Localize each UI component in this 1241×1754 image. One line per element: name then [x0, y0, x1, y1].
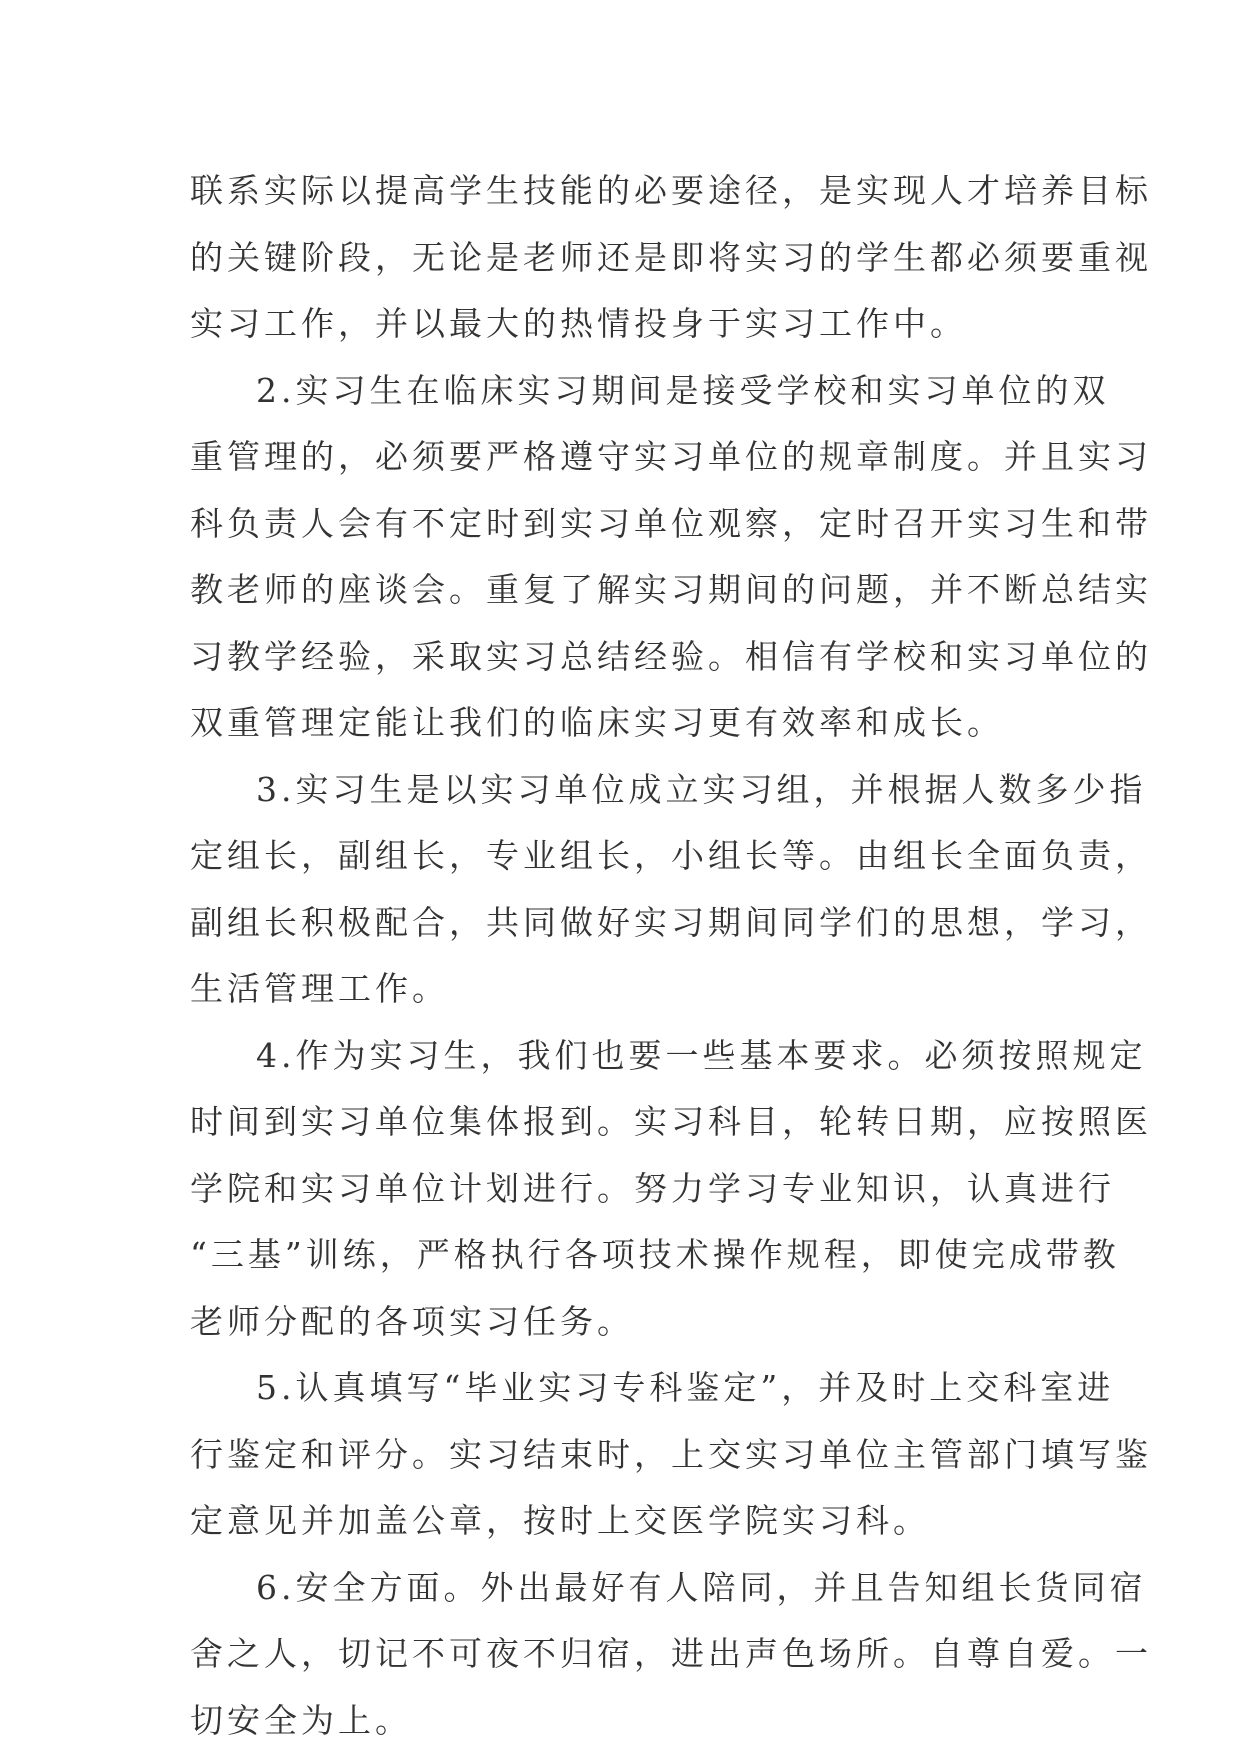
- text-line: 科负责人会有不定时到实习单位观察，定时召开实习生和带: [190, 503, 1152, 543]
- text-line: 舍之人，切记不可夜不归宿，进出声色场所。自尊自爱。一: [190, 1634, 1152, 1673]
- text-line: 定意见并加盖公章，按时上交医学院实习科。: [190, 1501, 930, 1540]
- text-line: 副组长积极配合，共同做好实习期间同学们的思想，学习，: [190, 902, 1152, 942]
- text-line: 重管理的，必须要严格遵守实习单位的规章制度。并且实习: [190, 437, 1152, 476]
- text-line: 定组长，副组长，专业组长，小组长等。由组长全面负责，: [190, 836, 1152, 875]
- text-line: 实习工作，并以最大的热情投身于实习工作中。: [190, 304, 967, 343]
- text-line: 习教学经验，采取实习总结经验。相信有学校和实习单位的: [190, 636, 1152, 676]
- text-line: 切安全为上。: [190, 1700, 412, 1740]
- text-line: 时间到实习单位集体报到。实习科目，轮转日期，应按照医: [190, 1102, 1152, 1141]
- text-line: 生活管理工作。: [190, 969, 449, 1008]
- text-line: 学院和实习单位计划进行。努力学习专业知识，认真进行: [190, 1168, 1115, 1208]
- text-line: 联系实际以提高学生技能的必要途径，是实现人才培养目标: [190, 171, 1152, 210]
- paragraph-start-line: 4.作为实习生，我们也要一些基本要求。必须按照规定: [256, 1035, 1147, 1075]
- text-line: “三基”训练，严格执行各项技术操作规程，即使完成带教: [190, 1235, 1120, 1274]
- paragraph-start-line: 6.安全方面。外出最好有人陪同，并且告知组长货同宿: [256, 1567, 1147, 1607]
- paragraph-start-line: 5.认真填写“毕业实习专科鉴定”，并及时上交科室进: [256, 1368, 1115, 1407]
- text-line: 行鉴定和评分。实习结束时，上交实习单位主管部门填写鉴: [190, 1434, 1152, 1474]
- text-line: 双重管理定能让我们的临床实习更有效率和成长。: [190, 703, 1004, 742]
- paragraph-start-line: 3.实习生是以实习单位成立实习组，并根据人数多少指: [256, 769, 1147, 809]
- document-body: [190, 158, 1152, 1754]
- text-line: 的关键阶段，无论是老师还是即将实习的学生都必须要重视: [190, 237, 1152, 277]
- text-line: 教老师的座谈会。重复了解实习期间的问题，并不断总结实: [190, 570, 1152, 609]
- paragraph-start-line: 2.实习生在临床实习期间是接受学校和实习单位的双: [256, 370, 1110, 410]
- text-line: 老师分配的各项实习任务。: [190, 1301, 634, 1341]
